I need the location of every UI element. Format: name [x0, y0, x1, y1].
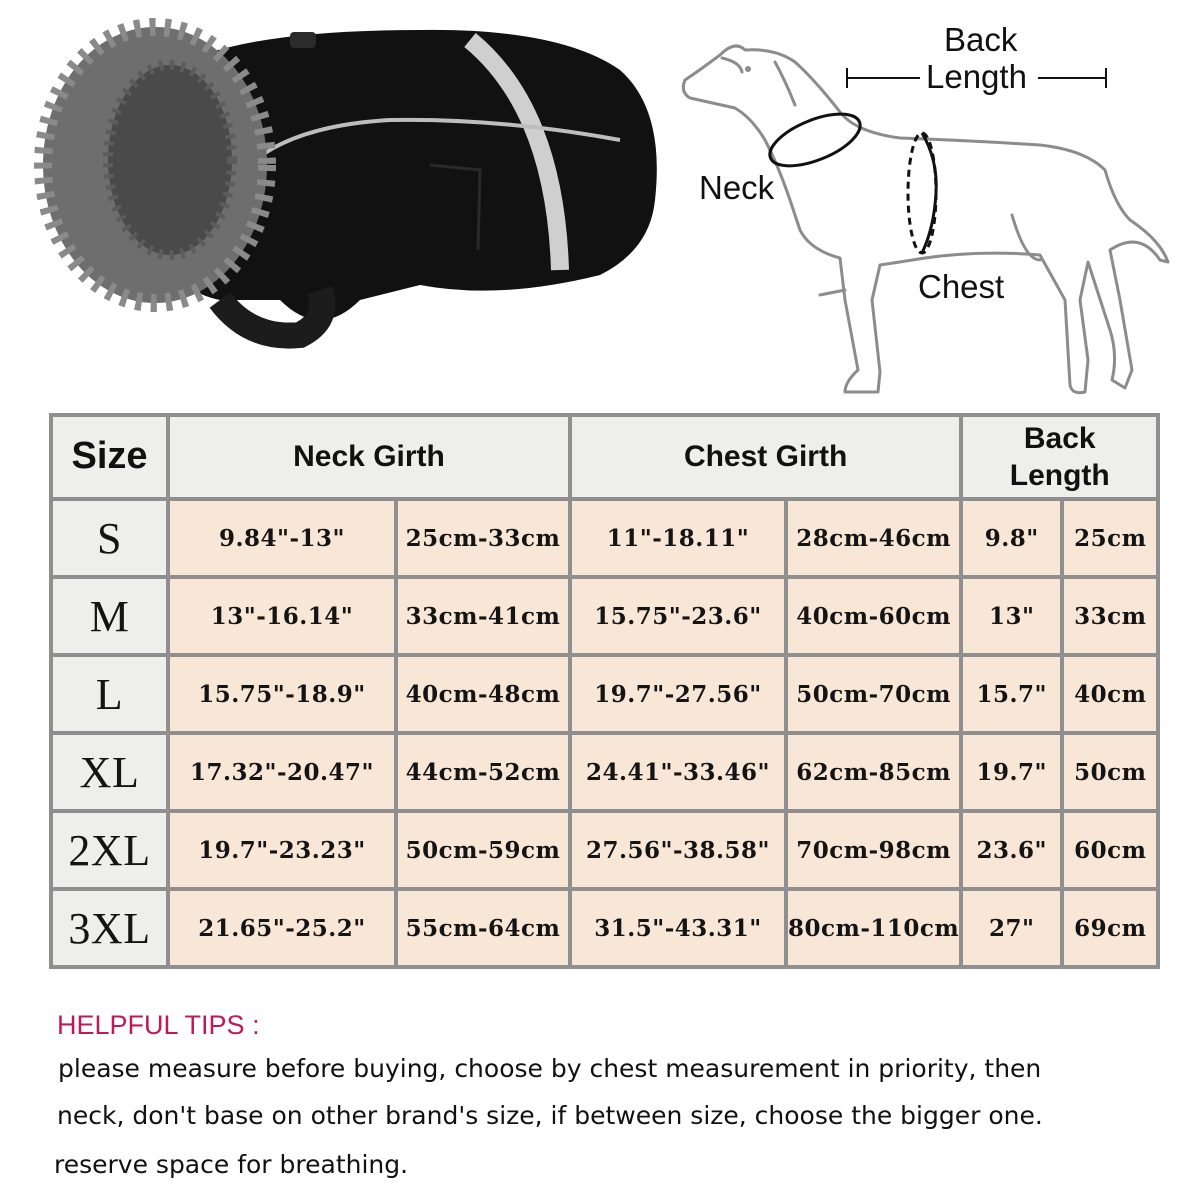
chest-cm-cell: 80cm-110cm	[788, 891, 959, 965]
dog-eye-icon	[745, 66, 751, 72]
back-length-label-line2: Length	[926, 58, 1027, 95]
chest-cm-cell: 50cm-70cm	[788, 657, 959, 731]
back-length-header-line1: Back	[1023, 421, 1096, 455]
back-inch-cell: 15.7"	[963, 657, 1060, 731]
size-cell: S	[53, 501, 166, 575]
chest-cm-cell: 28cm-46cm	[788, 501, 959, 575]
chest-inch-cell: 31.5"-43.31"	[572, 891, 784, 965]
chest-inch-cell: 11"-18.11"	[572, 501, 784, 575]
neck-girth-header: Neck Girth	[170, 417, 568, 497]
back-length-label-line1: Back	[944, 21, 1018, 58]
neck-cm-cell: 50cm-59cm	[398, 813, 568, 887]
chest-inch-cell: 19.7"-27.56"	[572, 657, 784, 731]
neck-cm-cell: 25cm-33cm	[398, 501, 568, 575]
size-cell: L	[53, 657, 166, 731]
chest-inch-cell: 15.75"-23.6"	[572, 579, 784, 653]
back-inch-cell: 9.8"	[963, 501, 1060, 575]
neck-cm-cell: 44cm-52cm	[398, 735, 568, 809]
neck-inch-cell: 21.65"-25.2"	[170, 891, 394, 965]
chest-girth-header: Chest Girth	[572, 417, 959, 497]
back-inch-cell: 23.6"	[963, 813, 1060, 887]
back-cm-cell: 40cm	[1064, 657, 1156, 731]
table-row	[53, 813, 1156, 887]
chest-cm-cell: 70cm-98cm	[788, 813, 959, 887]
neck-cm-cell: 40cm-48cm	[398, 657, 568, 731]
back-cm-cell: 33cm	[1064, 579, 1156, 653]
back-inch-cell: 19.7"	[963, 735, 1060, 809]
neck-inch-cell: 15.75"-18.9"	[170, 657, 394, 731]
size-chart-table	[49, 413, 1160, 969]
table-row	[53, 657, 1156, 731]
chest-cm-cell: 62cm-85cm	[788, 735, 959, 809]
back-length-header-line2: Length	[1009, 459, 1110, 492]
back-inch-cell: 13"	[963, 579, 1060, 653]
dog-coat-image	[43, 27, 657, 336]
neck-label: Neck	[699, 169, 775, 206]
size-header: Size	[53, 417, 166, 497]
back-cm-cell: 60cm	[1064, 813, 1156, 887]
neck-cm-cell: 55cm-64cm	[398, 891, 568, 965]
neck-inch-cell: 9.84"-13"	[170, 501, 394, 575]
chest-inch-cell: 24.41"-33.46"	[572, 735, 784, 809]
chest-label: Chest	[918, 268, 1005, 305]
neck-inch-cell: 17.32"-20.47"	[170, 735, 394, 809]
tip-line-3: reserve space for breathing.	[54, 1150, 409, 1179]
size-cell: 3XL	[53, 891, 166, 965]
tips-title: HELPFUL TIPS :	[57, 1010, 260, 1040]
neck-inch-cell: 13"-16.14"	[170, 579, 394, 653]
back-length-header	[963, 417, 1156, 497]
neck-inch-cell: 19.7"-23.23"	[170, 813, 394, 887]
table-row	[53, 891, 1156, 965]
table-row	[53, 735, 1156, 809]
back-inch-cell: 27"	[963, 891, 1060, 965]
size-cell: 2XL	[53, 813, 166, 887]
back-cm-cell: 25cm	[1064, 501, 1156, 575]
dog-outline-diagram	[683, 46, 1168, 393]
table-row	[53, 501, 1156, 575]
chest-measure-icon	[908, 133, 936, 253]
table-row	[53, 579, 1156, 653]
size-cell: M	[53, 579, 166, 653]
back-cm-cell: 69cm	[1064, 891, 1156, 965]
back-cm-cell: 50cm	[1064, 735, 1156, 809]
neck-cm-cell: 33cm-41cm	[398, 579, 568, 653]
tip-line-1: please measure before buying, choose by chest measurement in priority, then	[58, 1054, 1042, 1083]
table-header-row	[53, 417, 1156, 497]
neck-measure-icon	[763, 103, 867, 176]
table-body	[53, 501, 1156, 965]
size-cell: XL	[53, 735, 166, 809]
chest-cm-cell: 40cm-60cm	[788, 579, 959, 653]
top-illustration-area	[0, 0, 1200, 410]
chest-inch-cell: 27.56"-38.58"	[572, 813, 784, 887]
tip-line-2: neck, don't base on other brand's size, if between size, choose the bigger one.	[57, 1101, 1043, 1130]
